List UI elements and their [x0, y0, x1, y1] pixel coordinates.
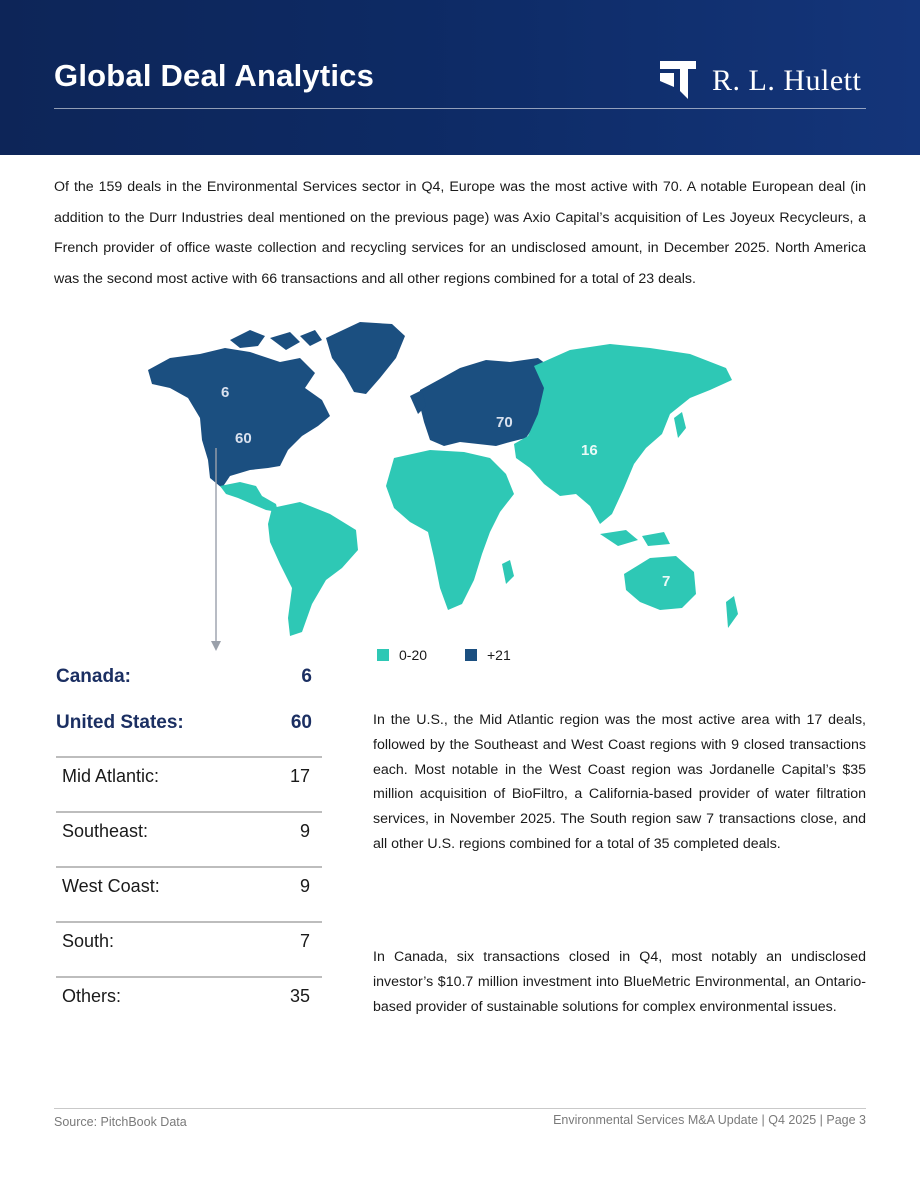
central-america-region [220, 482, 278, 512]
page-header [0, 0, 920, 155]
page-title: Global Deal Analytics [54, 58, 375, 93]
header-divider [54, 108, 866, 109]
legend-item-high [465, 647, 511, 663]
region-label: Mid Atlantic: [62, 766, 160, 786]
region-value: 35 [289, 986, 310, 1006]
map-label-united-states: 60 [235, 430, 252, 447]
table-row [56, 976, 322, 1032]
footer-divider [54, 1108, 866, 1109]
table-row [56, 756, 322, 812]
region-label: West Coast: [62, 876, 160, 896]
us-paragraph: In the U.S., the Mid Atlantic region was the most active area with 17 deals, followed by the Southeast and West Coast regions with 9 closed transactions each. Most notable in the West Coast region was Jordanelle Capital’s $35 million acquisition of BioFiltro, a California-based provider of water filtration services, in November 2025. The South region saw 7 transactions close, and all other U.S. regions combined for a total of 35 completed deals. [373, 712, 866, 852]
world-map [130, 318, 750, 638]
region-value: 9 [299, 821, 310, 841]
oceania-region [624, 556, 696, 610]
region-label: South: [62, 931, 115, 951]
north-america-region [148, 348, 330, 488]
stat-canada [56, 666, 312, 688]
legend-swatch-low [377, 649, 389, 661]
page-info: Environmental Services M&A Update | Q4 2025 | Page 3 [553, 1113, 866, 1127]
legend-label-high: +21 [487, 647, 511, 663]
region-value: 7 [299, 931, 310, 951]
logo-mark-icon [658, 57, 698, 101]
madagascar-island [502, 560, 514, 584]
region-value: 17 [289, 766, 310, 786]
region-label: Southeast: [62, 821, 149, 841]
africa-region [386, 450, 514, 610]
canada-paragraph: In Canada, six transactions closed in Q4, most notably an undisclosed investor’s $10.7 million investment into BlueMetric Environmental, an Ontario-based provider of sustainable solutions for complex environmental issues. [373, 949, 866, 1015]
asia-region [514, 344, 732, 524]
map-label-asia: 16 [581, 442, 598, 459]
stat-label: Canada: [56, 666, 131, 687]
map-label-canada: 6 [221, 384, 230, 401]
japan-island [674, 412, 686, 438]
map-label-oceania: 7 [662, 573, 671, 590]
canada-islands [230, 330, 322, 350]
table-row [56, 811, 322, 867]
indonesia-islands [600, 530, 670, 546]
arrow-connector [210, 448, 222, 653]
stat-value: 60 [290, 712, 312, 733]
legend-item-low [377, 647, 427, 663]
table-row [56, 921, 322, 977]
south-america-region [268, 502, 358, 636]
region-value: 9 [299, 876, 310, 896]
stat-value: 6 [301, 666, 312, 687]
company-logo [658, 57, 868, 101]
logo-text: R. L. Hulett [712, 64, 862, 97]
table-row [56, 866, 322, 922]
legend-swatch-high [465, 649, 477, 661]
map-label-europe: 70 [496, 414, 513, 431]
intro-paragraph: Of the 159 deals in the Environmental Services sector in Q4, Europe was the most active with 70. A notable European deal (in addition to the Durr Industries deal mentioned on the previous page) was Axio Capital’s acquisition of Les Joyeux Recycleurs, a French provider of office waste collection and recycling services for an undisclosed amount, in December 2025. North America was the second most active with 66 transactions and all other regions combined for a total of 23 deals. [54, 179, 866, 287]
stat-united-states [56, 712, 312, 734]
legend-label-low: 0-20 [399, 647, 428, 663]
source-note: Source: PitchBook Data [54, 1115, 187, 1129]
greenland-region [326, 322, 405, 394]
stat-label: United States: [56, 712, 184, 733]
new-zealand-island [726, 596, 738, 628]
region-label: Others: [62, 986, 122, 1006]
